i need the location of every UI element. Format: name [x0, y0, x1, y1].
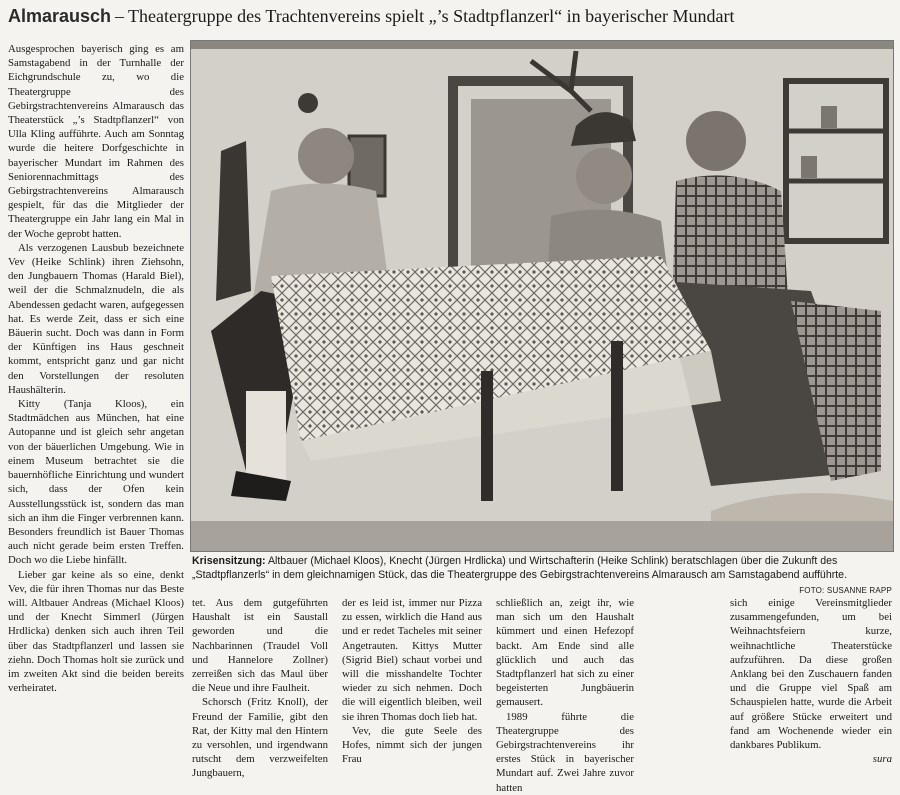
theater-photo — [190, 40, 894, 552]
photo-caption — [192, 554, 892, 598]
paragraph: tet. Aus dem gutgeführten Haushalt ist ein Saustall geworden und die Nachbarinnen (Traudel Voll und Hannelore Zollner) zerreißen sich das Maul über die Neue und ihre Faulheit. — [192, 597, 328, 695]
paragraph: sich einige Vereinsmitglieder zusammengefunden, um bei Weihnachtsfeiern kurze, weihnachtliche Theaterstücke aufzuführen. Da diese großen Anklang bei den Zuschauern fanden und die Gruppe viel Spaß am Schauspielen hatte, wurde die Arbeit auf größere Stücke erweitert und fand am Wochenende wieder ein dankbares Publikum. — [730, 597, 892, 752]
article-column-2 — [192, 596, 328, 780]
headline — [8, 5, 892, 27]
paragraph: Als verzogenen Lausbub bezeichnete Vev (Heike Schlink) ihren Ziehsohn, den Jungbauern Thomas (Harald Biel), weil der die Schmalznudeln, die als Abendessen gedacht waren, aufgegessen hat. Es werde Zeit, dass er sich eine Bäuerin sucht. Doch was dann in Form der Künftigen ins Haus geschneit kommt, entspricht ganz und gar nicht den Vorstellungen der resoluten Haushälterin. — [8, 241, 184, 396]
photo-credit: FOTO: SUSANNE RAPP — [799, 586, 892, 595]
article-column-4 — [496, 596, 634, 794]
paragraph: Vev, die gute Seele des Hofes, nimmt sich der jungen Frau — [342, 724, 482, 766]
article-column-3 — [342, 596, 482, 766]
caption-title: Krisensitzung: — [192, 555, 266, 567]
paragraph: der es leid ist, immer nur Pizza zu essen, wirklich die Hand aus und er redet Tacheles mit seiner Angetrauten. Kittys Mutter (Sigrid Biel) schaut vorbei und will die misshandelte Tochter wieder zu sich nehmen. Doch die will eigentlich bleiben, weil sie ihren Thomas doch lieb hat. — [342, 597, 482, 723]
article-column-5 — [730, 596, 892, 766]
headline-dash: – — [115, 6, 125, 26]
paragraph: Schorsch (Fritz Knoll), der Freund der Familie, gibt den Rat, der Kitty mal den Hintern zu versohlen, und irgendwann rutscht dem verzweifelten Jungbauern, — [192, 696, 328, 780]
paragraph: Kitty (Tanja Kloos), ein Stadtmädchen aus München, hat eine Autopanne und ist gleich sehr angetan von der bäuerlichen Umgebung. Wie in einem Museum betrachtet sie die bauernhöfliche Einrichtung und wundert sich, dass der Ofen kein Ausstellungsstück ist, sondern das man sich an ihm die Finger verbrennen kann. Besonders freundlich ist Bauer Thomas auch nicht gerade beim ersten Treffen. Doch wo die Liebe hinfällt. — [8, 398, 184, 567]
headline-kicker: Almarausch — [8, 6, 112, 26]
paragraph: schließlich an, zeigt ihr, wie man sich um den Haushalt kümmert und einen Hefezopf backt. Am Ende sind alle glücklich und auch das Stadtpflanzerl hat sich zu einer begeisterten Jungbäuerin gemausert. — [496, 597, 634, 709]
article-column-1 — [8, 42, 184, 748]
paragraph: 1989 führte die Theatergruppe des Gebirgstrachtenvereins ihr erstes Stück in bayerischer Mundart auf. Zwei Jahre zuvor hatten — [496, 710, 634, 794]
headline-title: Theatergruppe des Trachtenvereins spielt „’s Stadtpflanzerl“ in bayerischer Mundart — [128, 6, 735, 26]
paragraph: Ausgesprochen bayerisch ging es am Samstagabend in der Turnhalle der Eichgrundschule zu, wo die Theatergruppe des Gebirgstrachtenvereins Almarausch das Theaterstück „’s Stadtpflanzerl“ von Ulla Kling aufführte. Auch am Sonntag wurde die heitere Dorfgeschichte in bayerischer Mundart im Rahmen des Seniorennachmittags des Gebirgstrachtenvereins Almarausch gespielt, für das die Mitglieder der Theatergruppe ein Jahr lang ein Mal in der Woche geprobt hatten. — [8, 43, 184, 240]
author-tag: sura — [872, 753, 892, 766]
paragraph: Lieber gar keine als so eine, denkt Vev, die für ihren Thomas nur das Beste will. Altbauer Andreas (Michael Kloos) und der Knecht Simmerl (Jürgen Hrdlicka) denken sich auch ihren Teil über das Stadtpflanzerl und lassen sie ziehn. Doch Thomas holt sie zurück und im zweiten Akt sind die beiden bereits verheiratet. — [8, 568, 184, 695]
photo-illustration — [191, 41, 893, 551]
caption-text: Altbauer (Michael Kloos), Knecht (Jürgen Hrdlicka) und Wirtschafterin (Heike Schlink) beratschlagen über die Zukunft des „Stadtpflanzerls“ in dem gleichnamigen Stück, das die Theatergruppe des Gebirgstrachtenvereins Almarausch am Samstagabend aufführte. — [192, 555, 848, 581]
